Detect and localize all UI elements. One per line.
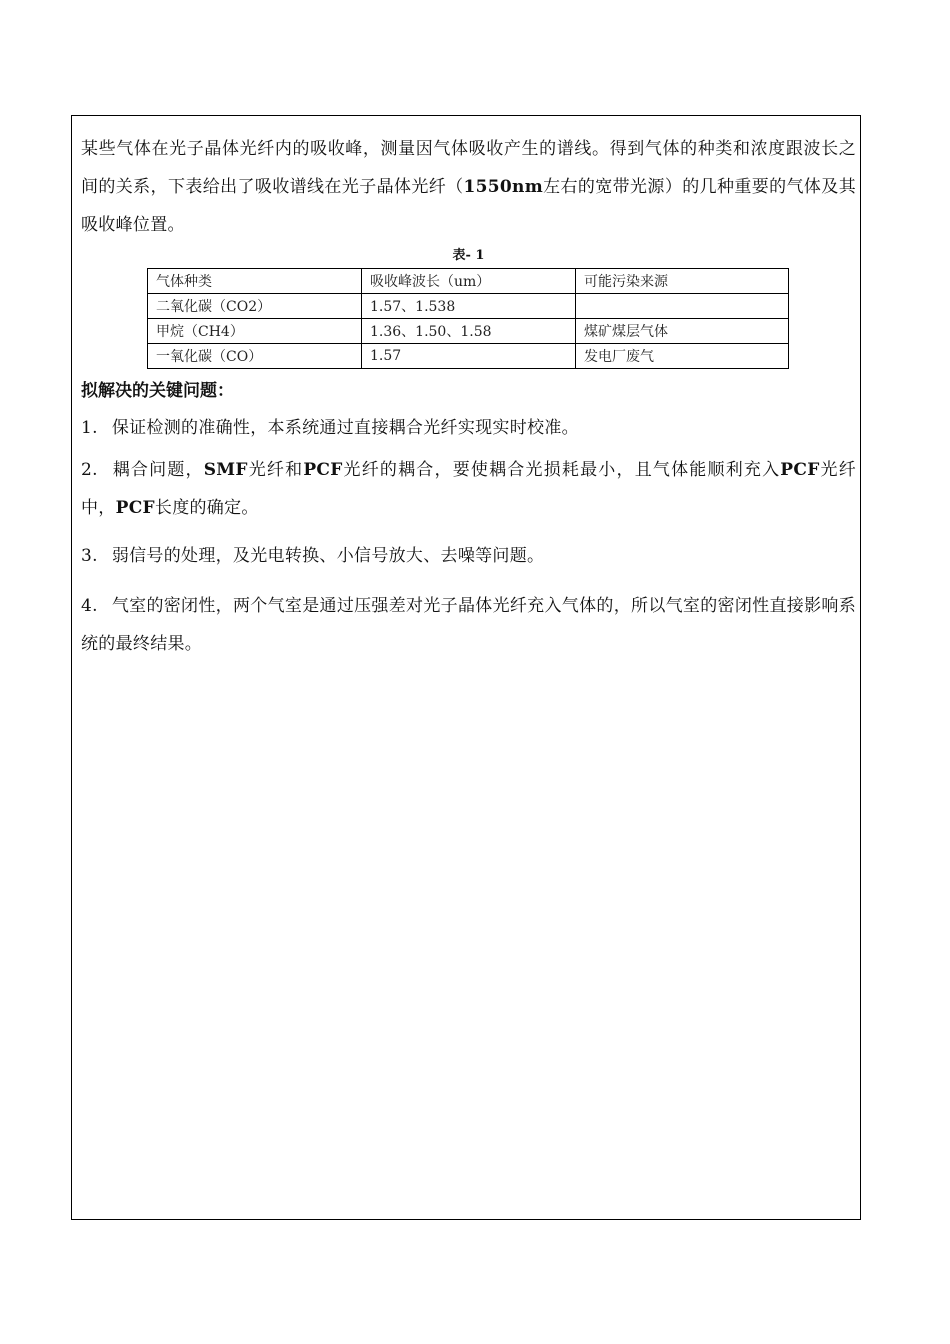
list-item-bold: PCF <box>115 498 155 518</box>
table-cell: 1.57 <box>362 344 576 369</box>
table-header-cell: 气体种类 <box>148 269 362 294</box>
key-problems-heading: 拟解决的关键问题： <box>81 381 234 401</box>
list-item-bold: PCF <box>303 460 343 480</box>
document-body <box>81 130 856 663</box>
table-row <box>148 294 789 319</box>
list-item-text: 气室的密闭性，两个气室是通过压强差对光子晶体光纤充入气体的，所以气室的密闭性直接影响系统的最终结果。 <box>81 596 856 654</box>
table-cell: 一氧化碳（CO） <box>148 344 362 369</box>
list-item-text: 弱信号的处理，及光电转换、小信号放大、去噪等问题。 <box>111 546 545 566</box>
list-item <box>81 451 856 527</box>
list-item <box>81 537 856 575</box>
table-cell: 发电厂废气 <box>576 344 789 369</box>
intro-bold-wavelength: 1550nm <box>463 177 544 197</box>
table-row <box>148 319 789 344</box>
table-cell: 1.57、1.538 <box>362 294 576 319</box>
table-cell: 甲烷（CH4） <box>148 319 362 344</box>
list-item-number: 1. <box>81 418 98 438</box>
list-item-number: 4. <box>81 596 98 616</box>
list-item-text: 光纤和 <box>247 460 304 480</box>
list-item-text: 长度的确定。 <box>154 498 259 518</box>
table-cell <box>576 294 789 319</box>
table-cell: 1.36、1.50、1.58 <box>362 319 576 344</box>
table-header-cell: 吸收峰波长（um） <box>362 269 576 294</box>
list-item-number: 2. <box>81 460 98 480</box>
content-frame <box>71 115 861 1220</box>
list-item-text: 保证检测的准确性，本系统通过直接耦合光纤实现实时校准。 <box>111 418 579 438</box>
list-item-bold: PCF <box>780 460 820 480</box>
list-item <box>81 587 856 663</box>
list-item <box>81 409 856 447</box>
table-header-row <box>148 269 789 294</box>
table-row <box>148 344 789 369</box>
gas-absorption-table <box>147 268 789 369</box>
list-item-text: 光纤中， <box>81 460 856 518</box>
table-cell: 煤矿煤层气体 <box>576 319 789 344</box>
intro-text-1: 某些气体在光子晶体光纤内的吸收峰，测量因气体吸收产生的谱线。得到气体的种类和浓度跟波长之间的关系，下表给出了吸收谱线在光子晶体光纤（ <box>81 139 856 197</box>
list-item-bold: SMF <box>203 460 248 480</box>
intro-paragraph <box>81 130 856 244</box>
table-caption: 表- 1 <box>452 248 485 263</box>
intro-text-2: 左右的宽带光源）的几种重要的气体及其吸收峰位置。 <box>81 177 856 235</box>
table-cell: 二氧化碳（CO2） <box>148 294 362 319</box>
list-item-number: 3. <box>81 546 98 566</box>
list-item-text: 光纤的耦合，要使耦合光损耗最小，且气体能顺利充入 <box>342 460 781 480</box>
table-header-cell: 可能污染来源 <box>576 269 789 294</box>
list-item-text: 耦合问题， <box>111 460 204 480</box>
